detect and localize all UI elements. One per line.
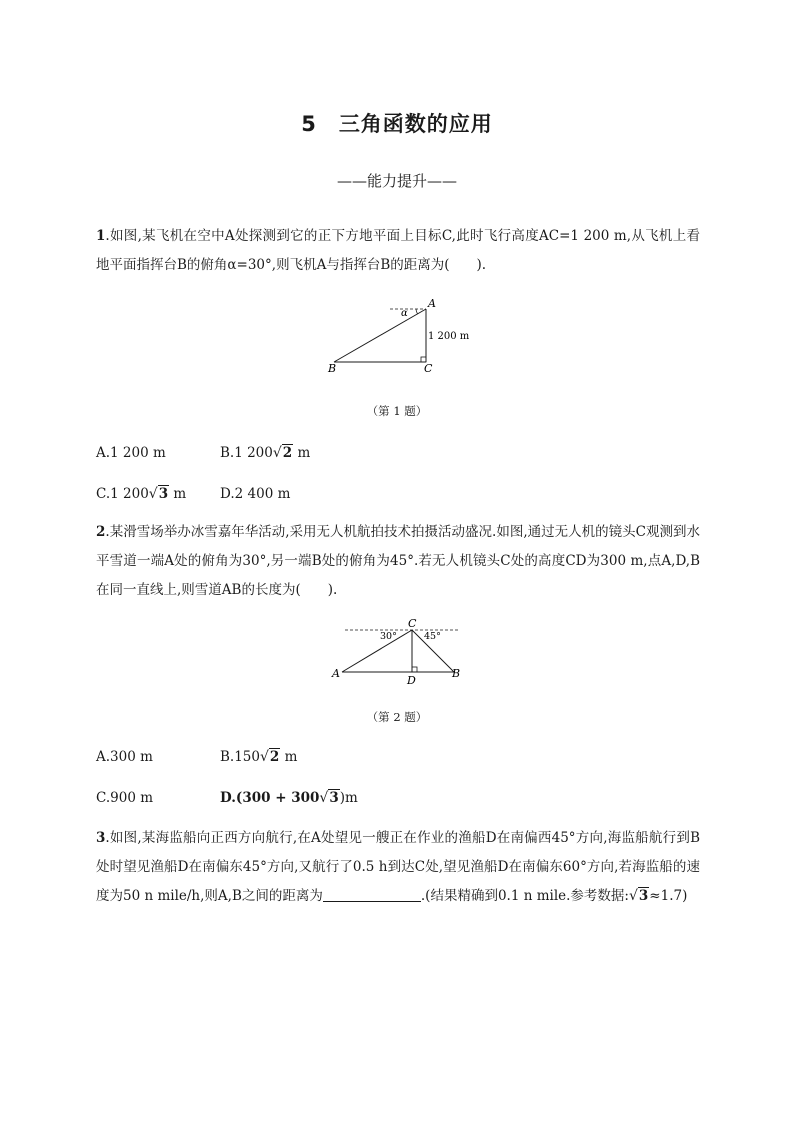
section-title: 三角函数的应用 [338,112,493,136]
section-number: 5 [301,112,317,136]
question-2 [96,518,700,605]
side-ab [334,309,426,362]
point-c-label: C [424,362,433,375]
angle-30-label: 30° [380,631,397,642]
right-angle-mark [412,667,417,672]
q1-option-c[interactable]: C.1 200√3 m [96,486,187,502]
sqrt-symbol: √3 [148,486,169,502]
q1-option-b[interactable]: B.1 200√2 m [220,445,311,461]
q1-option-d[interactable]: D.2 400 m [220,486,291,502]
point-b-label: B [452,667,461,680]
question-text: .某滑雪场举办冰雪嘉年华活动,采用无人机航拍技术拍摄活动盛况.如图,通过无人机的镜头C观测到水平雪道一端A处的俯角为30°,另一端B处的俯角为45°.若无人机镜头C处的高度CD为300 m,点A,D,B在同一直线上,则雪道AB的长度为( ). [96,524,700,598]
question-number: 1 [96,228,106,244]
side-ca [342,630,412,672]
section-subtitle: ——能力提升—— [336,172,457,190]
point-b-label: B [328,362,337,375]
question-number: 3 [96,830,106,846]
question-number: 2 [96,524,106,540]
question-3: 3.如图,某海监船向正西方向航行,在A处望见一艘正在作业的渔船D在南偏西45°方向,海监船航行到B处时望见渔船D在南偏东45°方向,又航行了0.5 h到达C处,望见渔船D在南偏东60°方向,若海监船的速度为50 n mile/h,则A,B之间的距离为 .(结果精确到0.1 n mile.参考数据:√3≈1.7) [96,824,700,911]
point-a-label: A [428,297,436,310]
question-text: .如图,某飞机在空中A处探测到它的正下方地平面上目标C,此时飞行高度AC=1 200 m,从飞机上看地平面指挥台B的俯角α=30°,则飞机A与指挥台B的距离为( ). [96,228,700,273]
angle-45-label: 45° [424,631,441,642]
q2-option-d[interactable]: D.(300 + 300√3)m [220,790,358,806]
figure-1 [320,290,480,380]
figure-1-caption: （第 1 题） [366,404,428,418]
q2-option-b[interactable]: B.150√2 m [220,749,298,765]
q2-option-c[interactable]: C.900 m [96,790,153,806]
sqrt-symbol: √3 [628,888,649,904]
q2-option-a[interactable]: A.300 m [96,749,153,765]
answer-blank[interactable] [323,886,421,902]
sqrt-symbol: √2 [259,749,280,765]
sqrt-symbol: √3 [319,790,339,806]
figure-2 [330,615,470,690]
point-d-label: D [407,674,416,687]
question-1 [96,222,700,280]
point-a-label: A [332,667,340,680]
angle-arc [416,309,418,314]
question-text: .如图,某海监船向正西方向航行,在A处望见一艘正在作业的渔船D在南偏西45°方向,海监船航行到B处时望见渔船D在南偏东45°方向,又航行了0.5 h到达C处,望见渔船D在南偏东60°方向,若海监船的速度为50 n mile/h,则A,B之间的距离为 [96,830,700,904]
point-c-label: C [408,617,417,630]
sqrt-symbol: √2 [272,445,293,461]
q1-option-a[interactable]: A.1 200 m [96,445,166,461]
page-title [0,108,794,138]
height-label: 1 200 m [428,331,470,342]
angle-alpha-label: α [401,308,408,319]
figure-2-caption: （第 2 题） [366,710,428,724]
